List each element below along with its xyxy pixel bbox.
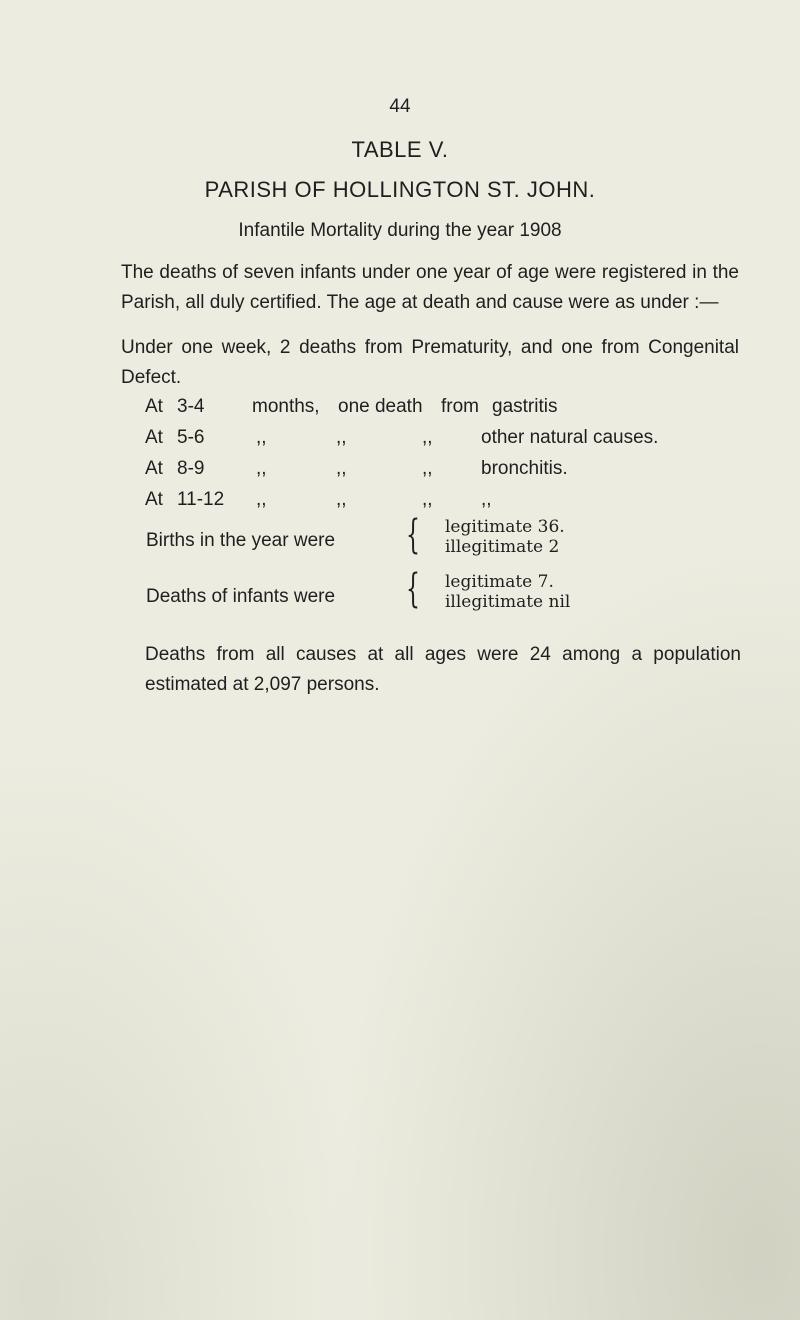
ditto-mark: ,, [422, 458, 433, 479]
at-label: At [145, 489, 163, 510]
age-range: 5-6 [177, 427, 205, 448]
table-title: TABLE V. [351, 137, 449, 162]
ditto-mark: ,, [256, 489, 267, 510]
ditto-mark: ,, [422, 427, 433, 448]
age-range: 8-9 [177, 458, 205, 479]
births-legitimate: legitimate 36. [445, 517, 565, 537]
cause-label: gastritis [492, 396, 558, 417]
cause-label: other natural causes. [481, 427, 659, 448]
from-label: from [441, 396, 479, 417]
under-one-week-paragraph: Under one week, 2 deaths from Prematurity, and one from Congenital Defect. [121, 337, 739, 388]
ditto-mark: ,, [256, 458, 267, 479]
at-label: At [145, 458, 163, 479]
age-range: 11-12 [177, 489, 225, 510]
age-range: 3-4 [177, 396, 205, 417]
births-illegitimate: illegitimate 2 [445, 537, 560, 557]
ditto-mark: ,, [336, 427, 347, 448]
ditto-mark: ,, [422, 489, 433, 510]
infant-deaths-label: Deaths of infants were [146, 586, 336, 607]
brace-glyph: { [406, 512, 420, 558]
at-label: At [145, 427, 163, 448]
at-label: At [145, 396, 163, 417]
death-count-label: one death [338, 396, 423, 417]
months-label: months, [252, 396, 320, 417]
ditto-mark: ,, [481, 489, 492, 510]
ditto-mark: ,, [256, 427, 267, 448]
infant-deaths-legitimate: legitimate 7. [445, 572, 554, 592]
ditto-mark: ,, [336, 489, 347, 510]
ditto-mark: ,, [336, 458, 347, 479]
subtitle: Infantile Mortality during the year 1908 [238, 220, 562, 241]
closing-paragraph: Deaths from all causes at all ages were 24 among a population estimated at 2,097 persons. [145, 644, 741, 695]
page-number: 44 [389, 96, 411, 117]
brace-glyph: { [406, 566, 420, 612]
cause-label: bronchitis. [481, 458, 568, 479]
infant-deaths-illegitimate: illegitimate nil [445, 592, 571, 612]
births-label: Births in the year were [146, 530, 336, 551]
parish-title: PARISH OF HOLLINGTON ST. JOHN. [204, 177, 596, 202]
intro-paragraph: The deaths of seven infants under one year of age were registered in the Parish, all duly certified. The age at death and cause were as under :— [121, 262, 739, 313]
